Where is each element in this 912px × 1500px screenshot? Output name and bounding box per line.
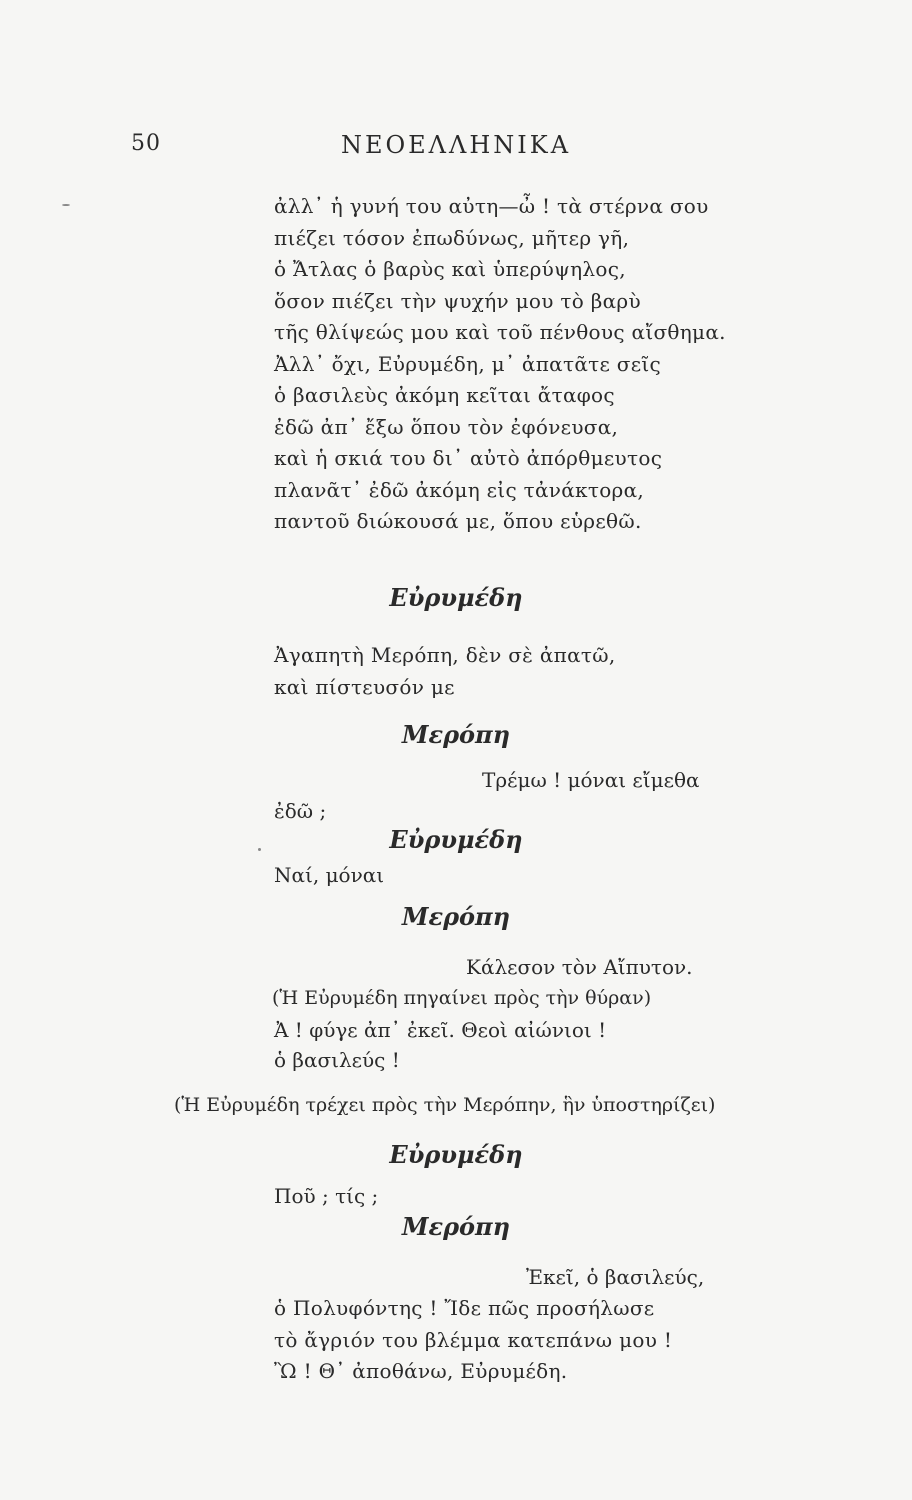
verse-line: ὁ Ἄτλας ὁ βαρὺς καὶ ὑπερύψηλος, <box>274 257 626 281</box>
verse-line: πιέζει τόσον ἐπωδύνως, μῆτερ γῆ, <box>274 225 630 250</box>
verse-line: ἐδῶ ἀπ᾽ ἔξω ὅπου τὸν ἐφόνευσα, <box>274 414 619 439</box>
verse-line: Ἀγαπητὴ Μερόπη, δὲν σὲ ἀπατῶ, <box>274 643 616 667</box>
speaker-name: Μερόπη <box>401 720 511 749</box>
verse-block-1 <box>274 191 726 538</box>
verse-line: Ἀ ! φύγε ἀπ᾽ ἐκεῖ. Θεοὶ αἰώνιοι ! <box>274 1018 607 1042</box>
verse-line: Κάλεσον τὸν Αἴπυτον. <box>466 955 693 979</box>
verse-line: τῆς θλίψεώς μου καὶ τοῦ πένθους αἴσθημα. <box>274 320 726 344</box>
verse-line: Ποῦ ; τίς ; <box>274 1184 379 1208</box>
verse-line: καὶ ἡ σκιά του δι᾽ αὐτὸ ἀπόρθμευτος <box>274 446 663 470</box>
speaker-name: Μερόπη <box>401 902 511 931</box>
speaker-name: Εὐρυμέδη <box>389 825 523 854</box>
verse-line: ἐδῶ ; <box>274 799 327 823</box>
verse-line: ὅσον πιέζει τὴν ψυχήν μου τὸ βαρὺ <box>274 288 641 313</box>
speaker-name: Εὐρυμέδη <box>389 1140 523 1169</box>
verse-line: Ἀλλ᾽ ὄχι, Εὐρυμέδη, μ᾽ ἀπατᾶτε σεῖς <box>274 351 662 376</box>
verse-block-3 <box>274 1293 672 1388</box>
verse-line: Ὢ ! Θ᾽ ἀποθάνω, Εὐρυμέδη. <box>274 1359 568 1383</box>
verse-line: ὁ Πολυφόντης ! Ἴδε πῶς προσήλωσε <box>274 1296 655 1320</box>
verse-line: ἀλλ᾽ ἡ γυνή του αὐτη—ὦ ! τὰ στέρνα σου <box>274 194 709 218</box>
verse-line: πλανᾶτ᾽ ἐδῶ ἀκόμη εἰς τἀνάκτορα, <box>274 477 645 502</box>
speaker-name: Εὐρυμέδη <box>389 583 523 612</box>
stage-direction: (Ἡ Εὐρυμέδη τρέχει πρὸς τὴν Μερόπην, ἣν ὑποστηρίζει) <box>174 1094 716 1116</box>
verse-line: καὶ πίστευσόν με <box>274 674 455 699</box>
stage-direction: (Ἡ Εὐρυμέδη πηγαίνει πρὸς τὴν θύραν) <box>272 987 652 1009</box>
verse-line: τὸ ἄγριόν του βλέμμα κατεπάνω μου ! <box>274 1327 673 1352</box>
page-number: 50 <box>131 131 161 156</box>
running-title: ΝΕΟΕΛΛΗΝΙΚΑ <box>340 131 572 159</box>
verse-block-2 <box>274 640 616 703</box>
speaker-name: Μερόπη <box>401 1212 511 1241</box>
ink-speck <box>62 204 70 206</box>
verse-line: Τρέμω ! μόναι εἴμεθα <box>482 768 700 792</box>
verse-line: Ἐκεῖ, ὁ βασιλεύς, <box>526 1265 705 1289</box>
verse-line: ὁ βασιλεὺς ἀκόμη κεῖται ἄταφος <box>274 383 615 407</box>
verse-line: ὁ βασιλεύς ! <box>274 1048 400 1072</box>
verse-line: Ναί, μόναι <box>274 863 385 887</box>
verse-line: παντοῦ διώκουσά με, ὅπου εὑρεθῶ. <box>274 509 642 533</box>
